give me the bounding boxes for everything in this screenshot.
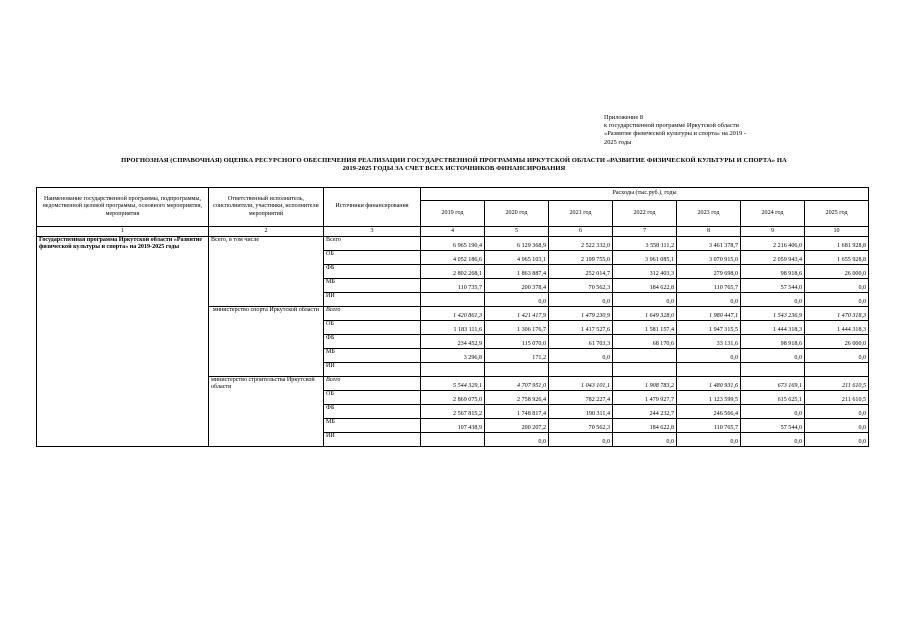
value-cell: 61 703,3: [549, 335, 613, 349]
value-cell: 0,0: [485, 433, 549, 447]
value-cell: 98 918,6: [741, 335, 805, 349]
column-number: 4: [421, 227, 485, 237]
source-cell: Всего: [324, 377, 421, 391]
value-cell: [485, 363, 549, 377]
value-cell: 3 558 111,2: [613, 237, 677, 251]
value-cell: 1 480 931,6: [677, 377, 741, 391]
value-cell: 1 479 230,9: [549, 307, 613, 321]
value-cell: 1 649 328,0: [613, 307, 677, 321]
value-cell: 6 129 368,9: [485, 237, 549, 251]
value-cell: [805, 363, 869, 377]
value-cell: 0,0: [805, 433, 869, 447]
column-number: 7: [613, 227, 677, 237]
source-cell: ОБ: [324, 321, 421, 335]
value-cell: 200 207,2: [485, 419, 549, 433]
column-number: 1: [37, 227, 209, 237]
value-cell: 2 199 755,0: [549, 251, 613, 265]
header-year: 2019 год: [421, 201, 485, 227]
header-year: 2025 год: [805, 201, 869, 227]
value-cell: 0,0: [741, 293, 805, 307]
source-cell: ФБ: [324, 405, 421, 419]
value-cell: 0,0: [805, 419, 869, 433]
value-cell: 6 965 190,4: [421, 237, 485, 251]
appendix-line: 2025 годы: [604, 138, 632, 146]
funding-table: [36, 187, 869, 447]
value-cell: 0,0: [485, 293, 549, 307]
value-cell: 0,0: [613, 433, 677, 447]
value-cell: 1 043 101,1: [549, 377, 613, 391]
value-cell: 0,0: [549, 293, 613, 307]
value-cell: 3 061 085,1: [613, 251, 677, 265]
value-cell: 0,0: [741, 349, 805, 363]
value-cell: 0,0: [677, 349, 741, 363]
value-cell: 190 311,4: [549, 405, 613, 419]
column-number: 9: [741, 227, 805, 237]
value-cell: 0,0: [613, 293, 677, 307]
value-cell: 244 232,7: [613, 405, 677, 419]
appendix-line: Приложение 8: [604, 114, 644, 121]
header-source: Источники финансирования: [324, 188, 421, 227]
header-executor: Ответственный исполнитель, соисполнители, участники, исполнители мероприятий: [209, 188, 324, 227]
value-cell: 279 698,0: [677, 265, 741, 279]
value-cell: 673 169,1: [741, 377, 805, 391]
header-expenses: Расходы (тыс.руб.), годы: [421, 188, 869, 201]
value-cell: [421, 363, 485, 377]
value-cell: 0,0: [805, 405, 869, 419]
value-cell: 2 758 926,4: [485, 391, 549, 405]
header-name: Наименование государственной программы, подпрограммы, ведомственной целевой программы, основного мероприятия, мероприятия: [37, 188, 209, 227]
value-cell: 211 610,5: [805, 391, 869, 405]
value-cell: 782 227,4: [549, 391, 613, 405]
value-cell: 1 470 318,3: [805, 307, 869, 321]
source-cell: ИИ: [324, 433, 421, 447]
table-row: [37, 237, 869, 251]
source-cell: МБ: [324, 419, 421, 433]
value-cell: 0,0: [805, 349, 869, 363]
appendix-line: «Развитие физической культуры и спорта» на 2019 -: [604, 130, 746, 138]
executor-cell: министерство спорта Иркутской области: [209, 307, 324, 377]
executor-cell: министерство строительства Иркутской области: [209, 377, 324, 447]
value-cell: 1 420 861,3: [421, 307, 485, 321]
value-cell: 4 052 186,6: [421, 251, 485, 265]
value-cell: 312 403,3: [613, 265, 677, 279]
source-cell: МБ: [324, 279, 421, 293]
value-cell: [421, 433, 485, 447]
value-cell: 2 802 268,1: [421, 265, 485, 279]
value-cell: 2 522 332,0: [549, 237, 613, 251]
value-cell: 1 479 927,7: [613, 391, 677, 405]
value-cell: 2 567 815,2: [421, 405, 485, 419]
value-cell: 2 869 075,0: [421, 391, 485, 405]
header-year: 2023 год: [677, 201, 741, 227]
value-cell: [613, 363, 677, 377]
value-cell: 110 735,7: [421, 279, 485, 293]
value-cell: 171,2: [485, 349, 549, 363]
value-cell: 184 622,8: [613, 419, 677, 433]
value-cell: 1 417 527,6: [549, 321, 613, 335]
value-cell: [741, 363, 805, 377]
source-cell: ИИ: [324, 293, 421, 307]
value-cell: 110 765,7: [677, 279, 741, 293]
value-cell: 1 980 447,1: [677, 307, 741, 321]
value-cell: 1 681 928,8: [805, 237, 869, 251]
header-year: 2024 год: [741, 201, 805, 227]
value-cell: 2 059 943,4: [741, 251, 805, 265]
value-cell: 107 438,9: [421, 419, 485, 433]
source-cell: ИИ: [324, 363, 421, 377]
value-cell: 1 581 157,4: [613, 321, 677, 335]
header-year: 2020 год: [485, 201, 549, 227]
value-cell: [549, 363, 613, 377]
document-title: [36, 157, 872, 173]
value-cell: [421, 293, 485, 307]
value-cell: 1 421 417,9: [485, 307, 549, 321]
value-cell: 3 461 378,7: [677, 237, 741, 251]
column-number: 8: [677, 227, 741, 237]
value-cell: 57 544,0: [741, 279, 805, 293]
value-cell: 70 562,3: [549, 419, 613, 433]
value-cell: 4 065 103,1: [485, 251, 549, 265]
source-cell: Всего: [324, 307, 421, 321]
value-cell: 0,0: [677, 293, 741, 307]
title-line: 2019-2025 ГОДЫ ЗА СЧЕТ ВСЕХ ИСТОЧНИКОВ ФИНАНСИРОВАНИЯ: [342, 165, 566, 173]
title-line: ПРОГНОЗНАЯ (СПРАВОЧНАЯ) ОЦЕНКА РЕСУРСНОГО ОБЕСПЕЧЕНИЯ РЕАЛИЗАЦИИ ГОСУДАРСТВЕННОЙ ПРОГРАММЫ ИРКУТСКОЙ ОБЛАСТИ «РАЗВИТИЕ ФИЗИЧЕСКОЙ КУЛЬТУРЫ И СПОРТА» НА: [121, 157, 787, 164]
value-cell: 26 000,0: [805, 265, 869, 279]
value-cell: 33 131,6: [677, 335, 741, 349]
value-cell: 234 452,9: [421, 335, 485, 349]
value-cell: 1 543 236,9: [741, 307, 805, 321]
value-cell: 110 765,7: [677, 419, 741, 433]
value-cell: 0,0: [549, 349, 613, 363]
column-number: 2: [209, 227, 324, 237]
value-cell: 1 123 599,5: [677, 391, 741, 405]
value-cell: 0,0: [549, 433, 613, 447]
value-cell: [613, 349, 677, 363]
column-number: 10: [805, 227, 869, 237]
value-cell: 1 947 315,5: [677, 321, 741, 335]
value-cell: 3 070 915,0: [677, 251, 741, 265]
value-cell: 0,0: [741, 405, 805, 419]
value-cell: 4 707 951,0: [485, 377, 549, 391]
value-cell: 1 444 318,3: [741, 321, 805, 335]
value-cell: 3 296,8: [421, 349, 485, 363]
column-number: 6: [549, 227, 613, 237]
value-cell: 615 625,1: [741, 391, 805, 405]
source-cell: ФБ: [324, 335, 421, 349]
value-cell: 252 014,7: [549, 265, 613, 279]
value-cell: 1 306 176,7: [485, 321, 549, 335]
value-cell: 0,0: [677, 433, 741, 447]
value-cell: 0,0: [741, 433, 805, 447]
value-cell: [677, 363, 741, 377]
source-cell: ОБ: [324, 391, 421, 405]
value-cell: 1 444 318,3: [805, 321, 869, 335]
value-cell: 200 378,4: [485, 279, 549, 293]
value-cell: 26 000,0: [805, 335, 869, 349]
source-cell: Всего: [324, 237, 421, 251]
source-cell: ОБ: [324, 251, 421, 265]
value-cell: 1 748 817,4: [485, 405, 549, 419]
source-cell: ФБ: [324, 265, 421, 279]
value-cell: 1 183 111,6: [421, 321, 485, 335]
value-cell: 98 918,6: [741, 265, 805, 279]
header-year: 2021 год: [549, 201, 613, 227]
value-cell: 115 070,0: [485, 335, 549, 349]
appendix-line: к государственной программе Иркутской области: [604, 122, 739, 130]
source-cell: МБ: [324, 349, 421, 363]
value-cell: 0,0: [805, 279, 869, 293]
header-year: 2022 год: [613, 201, 677, 227]
executor-cell: Всего, в том числе: [209, 237, 324, 307]
appendix-note: [604, 114, 794, 147]
value-cell: 70 562,3: [549, 279, 613, 293]
value-cell: 5 544 329,1: [421, 377, 485, 391]
value-cell: 211 610,5: [805, 377, 869, 391]
value-cell: 68 170,6: [613, 335, 677, 349]
column-number-row: [37, 227, 869, 237]
column-number: 5: [485, 227, 549, 237]
value-cell: 1 863 887,4: [485, 265, 549, 279]
value-cell: 184 622,8: [613, 279, 677, 293]
column-number: 3: [324, 227, 421, 237]
value-cell: 2 216 406,0: [741, 237, 805, 251]
value-cell: 246 566,4: [677, 405, 741, 419]
program-name-cell: Государственная программа Иркутской области «Развитие физической культуры и спорта» на 2019-2025 годы: [37, 237, 209, 447]
value-cell: 1 908 783,2: [613, 377, 677, 391]
value-cell: 0,0: [805, 293, 869, 307]
value-cell: 1 655 928,8: [805, 251, 869, 265]
value-cell: 57 544,0: [741, 419, 805, 433]
